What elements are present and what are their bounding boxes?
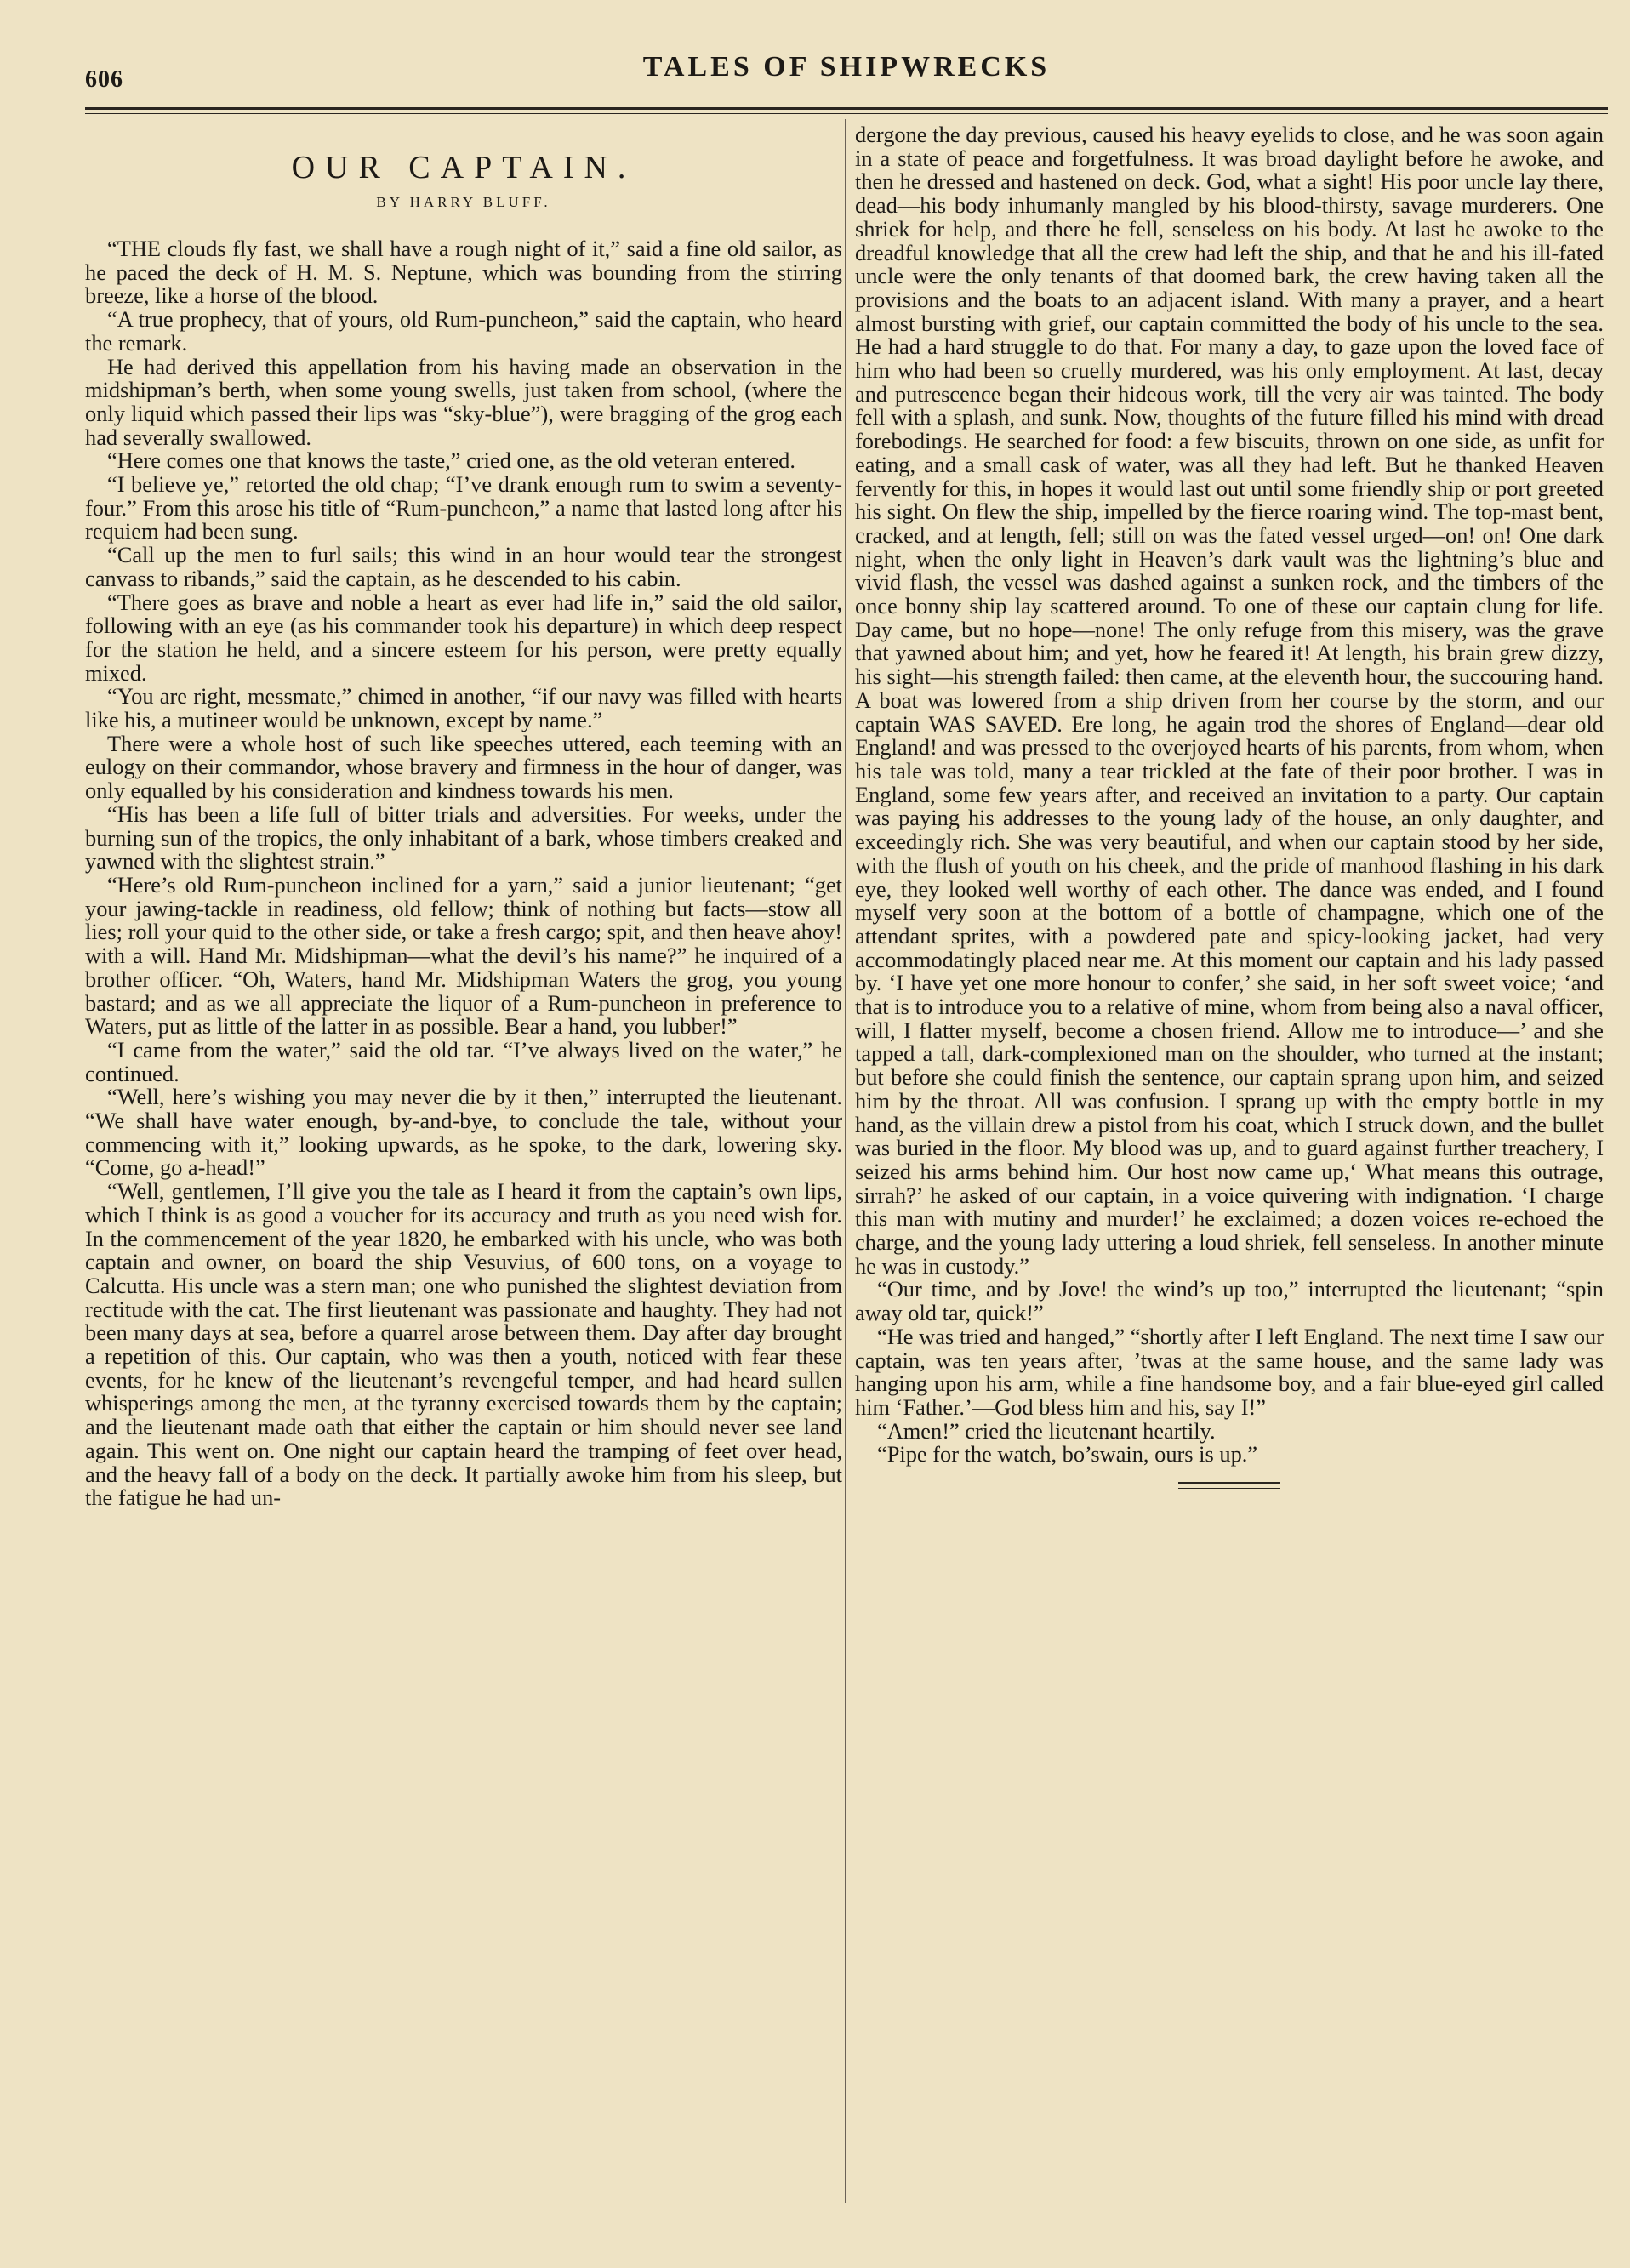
paragraph: “THE clouds fly fast, we shall have a rough night of it,” said a fine old sailor, as he paced the deck of H. M. S. Neptune, which was bounding from the stirring breeze, like a horse of the blood. xyxy=(85,236,842,309)
paragraph: “There goes as brave and noble a heart as ever had life in,” said the old sailor, following with an eye (as his commander took his departure) in which deep respect for the station he held, and a sincere esteem for his person, were pretty equally mixed. xyxy=(85,589,842,686)
paragraph: “Well, gentlemen, I’ll give you the tale as I heard it from the captain’s own lips, which I think is as good a voucher for its accuracy and truth as you need wish for. In the commencement of the year 1820, he embarked with his uncle, who was both captain and owner, on board the ship Vesuvius, of 600 tons, on a voyage to Calcutta. His uncle was a stern man; one who punished the slightest deviation from rectitude with the cat. The first lieutenant was passionate and haughty. They had not been many days at sea, before a quarrel arose between them. Day after day brought a repetition of this. Our captain, who was then a youth, noticed with fear these events, for he knew of the lieutenant’s revengeful temper, and had heard sullen whisperings among the men, at the tyranny exercised towards them by the captain; and the lieutenant made oath that either the captain or him should never see land again. This went on. One night our captain heard the tramping of feet over head, and the heavy fall of a body on the deck. It partially awoke him from his sleep, but the fatigue he had un- xyxy=(85,1178,842,1511)
paragraph: “Pipe for the watch, bo’swain, ours is up.” xyxy=(877,1441,1258,1467)
paragraph: “You are right, messmate,” chimed in another, “if our navy was filled with hearts like his, a mutineer would be unknown, except by name.” xyxy=(85,683,842,733)
paragraph: “Well, here’s wishing you may never die by it then,” interrupted the lieutenant. “We shall have water enough, by-and-bye, to conclude the tale, without your commencing with it,” looking upwards, as he spoke, to the dark, lowering sky. “Come, go a-head!” xyxy=(85,1084,842,1181)
article-byline: BY HARRY BLUFF. xyxy=(376,194,551,210)
paragraph: There were a whole host of such like speeches uttered, each teeming with an eulogy on their commandor, whose bravery and firmness in the hour of danger, was only equalled by his consideration and kindness towards his men. xyxy=(85,730,842,804)
end-rule xyxy=(1178,1482,1280,1489)
paragraph: “Amen!” cried the lieutenant heartily. xyxy=(877,1417,1216,1444)
page-number: 606 xyxy=(85,66,123,93)
paragraph: “Here’s old Rum-puncheon inclined for a yarn,” said a junior lieutenant; “get your jawing-tackle in readiness, old fellow; think of nothing but facts—stow all lies; roll your quid to the other side, or take a fresh cargo; spit, and then heave ahoy! with a will. Hand Mr. Midshipman—what the devil’s his name?” he inquired of a brother officer. “Oh, Waters, hand Mr. Midshipman Waters the grog, you young bastard; and as we all appreciate the liquor of a Rum-puncheon in preference to Waters, put as little of the latter in as possible. Bear a hand, you lubber!” xyxy=(85,871,842,1040)
paragraph: “Here comes one that knows the taste,” cried one, as the old veteran entered. xyxy=(107,447,795,474)
column-divider xyxy=(845,119,846,2203)
paragraph: dergone the day previous, caused his heavy eyelids to close, and he was soon again in a state of peace and forgetfulness. It was broad daylight before he awoke, and then he dressed and hastened on deck. God, what a sight! His poor uncle lay there, dead—his body inhumanly mangled by his blood-thirsty, savage murderers. One shriek for help, and there he fell, senseless on his body. At last he awoke to the dreadful knowledge that all the crew had left the ship, and that he and his ill-fated uncle were the only tenants of that doomed bark, the crew having taken all the provisions and the boats to an adjacent island. With many a prayer, and a heart almost bursting with grief, our captain committed the body of his uncle to the sea. He had a hard struggle to do that. For many a day, to gaze upon the loved face of him who had been so cruelly murdered, was his only employment. At last, decay and putrescence began their hideous work, till the very air was tainted. The body fell with a splash, and sunk. Now, thoughts of the future filled his mind with dread forebodings. He searched for food: a few biscuits, thrown on one side, as unfit for eating, and a small cask of water, was all they had left. But he thanked Heaven fervently for this, in hopes it would last out until some friendly ship or port greeted his sight. On flew the ship, impelled by the fierce roaring wind. The top-mast bent, cracked, and at length, fell; still on was the fated vessel urged—on! on! One dark night, when the only light in Heaven’s dark vault was the lightning’s blue and vivid flash, the vessel was dashed against a sunken rock, and the timbers of the once bonny ship lay scattered around. To one of these our captain clung for life. Day came, but no hope—none! The only refuge from this misery, was the grave that yawned about him; and yet, how he feared it! At length, his brain grew dizzy, his sight—his strength failed: then came, at the eleventh hour, the succouring hand. A boat was lowered from a ship driven from her course by the storm, and our captain WAS SAVED. Ere long, he again trod the shores of England—dear old England! and was pressed to the overjoyed hearts of his parents, from whom, when his tale was told, many a tear trickled at the fate of their poor brother. I was in England, some few years after, and received an invitation to a party. Our captain was paying his addresses to the young lady of the house, an only daughter, and exceedingly rich. She was very beautiful, and when our captain stood by her side, with the flush of youth on his cheek, and the pride of manhood flashing in his dark eye, they looked well worthy of each other. The dance was ended, and I found myself very soon at the bottom of a bottle of champagne, which one of the attendant sprites, with a powdered pate and spicy-looking jacket, had very accommodatingly placed near me. At this moment our captain and his lady passed by. ‘I have yet one more honour to confer,’ she said, in her soft sweet voice; ‘and that is to introduce you to a relative of mine, whom from being also a naval officer, will, I flatter myself, become a chosen friend. Allow me to introduce—’ and she tapped a tall, dark-complexioned man on the shoulder, who turned at the instant; but before she could finish the sentence, our captain sprang upon him, and seized him by the throat. All was confusion. I sprang up with the empty bottle in my hand, as the villain drew a pistol from his coat, which I struck down, and the bullet was buried in the floor. My blood was up, and to guard against further treachery, I seized his arms behind him. Our host now came up,‘ What means this outrage, sirrah?’ he asked of our captain, in a voice quivering with indignation. ‘I charge this man with mutiny and murder!’ he exclaimed; a dozen voices re-echoed the charge, and the young lady uttering a loud shriek, fell senseless. In another minute he was in custody.” xyxy=(855,122,1604,1279)
paragraph: “A true prophecy, that of yours, old Rum-puncheon,” said the captain, who heard the remark. xyxy=(85,306,842,356)
paragraph: “I came from the water,” said the old tar. “I’ve always lived on the water,” he continued. xyxy=(85,1036,842,1086)
header-rule xyxy=(85,107,1608,114)
page-header xyxy=(85,41,1608,92)
paragraph: “Call up the men to furl sails; this wind in an hour would tear the strongest canvass to ribands,” said the captain, as he descended to his cabin. xyxy=(85,542,842,591)
right-column xyxy=(855,123,1604,1489)
paragraph: “I believe ye,” retorted the old chap; “I’ve drank enough rum to swim a seventy-four.” From this arose his title of “Rum-puncheon,” a name that lasted long after his requiem had been sung. xyxy=(85,471,842,544)
paragraph: “He was tried and hanged,” “shortly after I left England. The next time I saw our captain, was ten years after, ’twas at the same house, and the same lady was hanging upon his arm, while a fine handsome boy, and a fair blue-eyed girl called him ‘Father.’—God bless him and his, say I!” xyxy=(855,1323,1604,1420)
paragraph: “Our time, and by Jove! the wind’s up too,” interrupted the lieutenant; “spin away old tar, quick!” xyxy=(855,1276,1604,1326)
paragraph: He had derived this appellation from his having made an observation in the midshipman’s berth, when some young swells, just taken from school, (where the only liquid which passed their lips was “sky-blue”), were bragging of the grog each had severally swallowed. xyxy=(85,353,842,450)
left-column xyxy=(85,123,842,1510)
running-title: TALES OF SHIPWRECKS xyxy=(642,51,1051,83)
paragraph: “His has been a life full of bitter trials and adversities. For weeks, under the burning sun of the tropics, the only inhabitant of a bark, whose timbers creaked and yawned with the slightest strain.” xyxy=(85,801,842,875)
article-title: OUR CAPTAIN. xyxy=(291,150,636,185)
